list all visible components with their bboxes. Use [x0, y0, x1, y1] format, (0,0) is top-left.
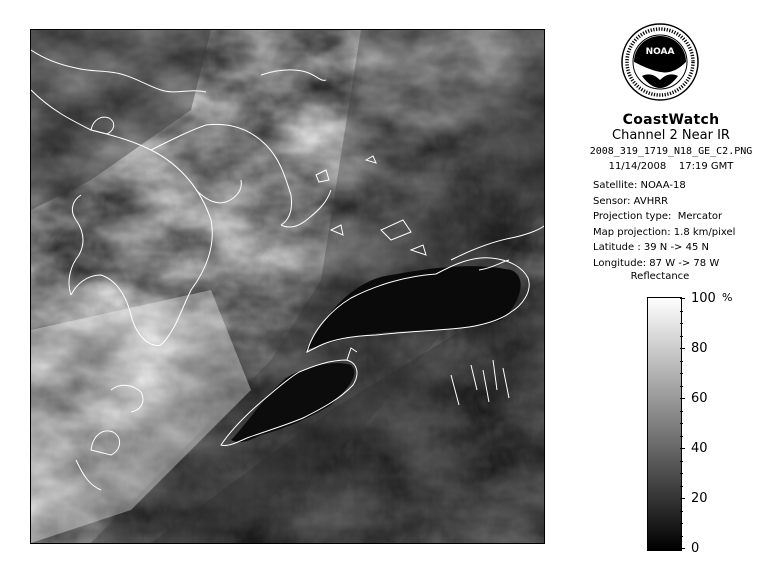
colorbar-tick-mark	[680, 411, 683, 412]
colorbar-tick-label: 80	[691, 341, 708, 356]
colorbar-tick-mark	[680, 386, 683, 387]
colorbar-tick-mark	[680, 473, 683, 474]
colorbar-tick-mark	[680, 436, 683, 437]
colorbar-tick-mark	[680, 311, 683, 312]
colorbar-tick-mark	[680, 448, 685, 449]
date-time: 11/14/2008 17:19 GMT	[608, 161, 734, 172]
reflectance-colorbar	[647, 297, 682, 551]
colorbar-tick-mark	[680, 336, 683, 337]
colorbar-unit: %	[722, 291, 733, 304]
colorbar-tick-mark	[680, 398, 685, 399]
noaa-logo	[620, 22, 700, 102]
logo-text: NOAA	[645, 47, 675, 57]
colorbar-tick-mark	[680, 298, 685, 299]
metadata-list	[593, 178, 735, 271]
colorbar-tick-label: 40	[691, 441, 708, 456]
channel-subtitle: Channel 2 Near IR	[612, 128, 730, 143]
product-title: CoastWatch	[622, 112, 720, 128]
satellite-image	[31, 30, 544, 543]
colorbar-tick-mark	[680, 323, 683, 324]
colorbar-tick-mark	[680, 348, 685, 349]
colorbar-tick-label: 20	[691, 491, 708, 506]
image-info-panel	[566, 112, 776, 174]
colorbar-title: Reflectance	[630, 271, 690, 282]
satellite-image-panel	[30, 29, 545, 544]
sensor-line: Sensor: AVHRR	[593, 195, 669, 207]
file-name: 2008_319_1719_N18_GE_C2.PNG	[589, 146, 753, 157]
colorbar-tick-mark	[680, 361, 683, 362]
colorbar-tick-label: 0	[691, 541, 700, 556]
colorbar-tick-label: 60	[691, 391, 708, 406]
colorbar-tick-mark	[680, 536, 683, 537]
projection-type-line: Projection type: Mercator	[593, 211, 723, 222]
colorbar-tick-mark	[680, 461, 683, 462]
colorbar-tick-mark	[680, 548, 685, 549]
longitude-line: Longitude: 87 W -> 78 W	[593, 257, 720, 269]
colorbar-tick-mark	[680, 498, 685, 499]
colorbar-tick-mark	[680, 373, 683, 374]
map-projection-line: Map projection: 1.8 km/pixel	[593, 226, 736, 238]
satellite-line: Satellite: NOAA-18	[593, 180, 686, 191]
colorbar-tick-label: 100	[691, 291, 716, 306]
colorbar-tick-mark	[680, 423, 683, 424]
colorbar-tick-mark	[680, 523, 683, 524]
colorbar-tick-mark	[680, 486, 683, 487]
latitude-line: Latitude : 39 N -> 45 N	[593, 242, 709, 253]
colorbar-tick-mark	[680, 511, 683, 512]
